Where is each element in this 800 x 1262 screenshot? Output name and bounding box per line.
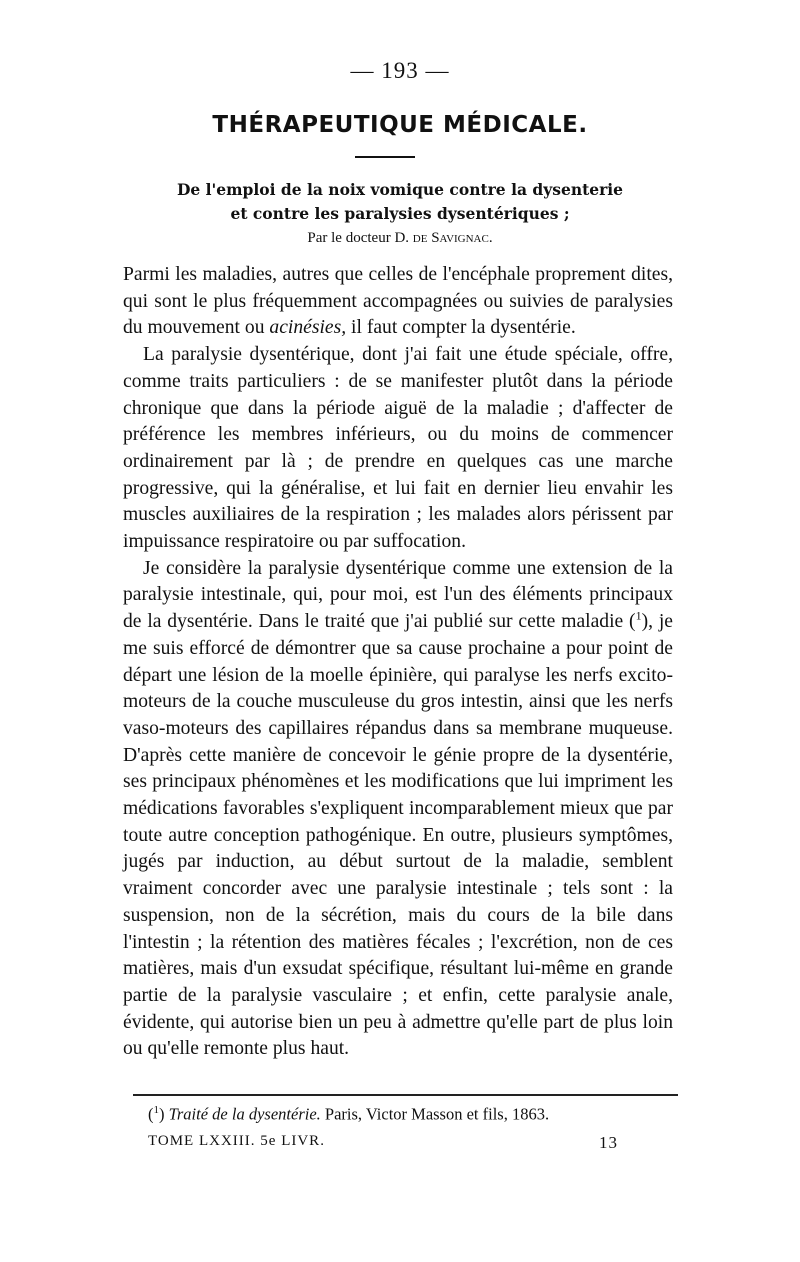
paragraph-3-start: Je considère la paralysie dysentérique comme une extension de la paralysie intestinale, qui, pour moi, est l'un des éléments principaux de la dysentérie. Dans le traité que j'ai publié sur cette maladie ( — [123, 557, 673, 633]
paragraph-2: La paralysie dysentérique, dont j'ai fait une étude spéciale, offre, comme traits particuliers : de se manifester plutôt dans la période chronique que dans la période aiguë de la maladie ; d'affecter de préférence les membres inférieurs, ou du moins de commencer ordinairement par là ; de prendre en quelques cas une marche progressive, qui la généralise, et lui fait en dernier lieu envahir les muscles auxiliaires de la respiration ; les malades alors périssent par impuissance respiratoire ou par suffocation. — [123, 344, 673, 553]
footnote-reference: 1 — [635, 608, 642, 623]
paragraph-1-end: il faut compter la dysentérie. — [351, 317, 576, 339]
footnote-title: Traité de la dysentérie. — [168, 1104, 321, 1124]
footnote-divider — [133, 1094, 678, 1096]
signature-text: TOME LXXIII. 5e LIVR. — [148, 1133, 325, 1149]
section-heading: THÉRAPEUTIQUE MÉDICALE. — [212, 112, 588, 138]
signature-mark: 13 — [599, 1133, 618, 1152]
printer-signature — [148, 1133, 618, 1153]
footnote-marker: 1 — [153, 1104, 159, 1116]
paragraph-1 — [123, 262, 673, 342]
paragraph-1-text: Parmi les maladies, autres que celles de l'encéphale proprement dites, qui sont le plus fréquemment accompagnées ou suivies de paralysies du mouvement ou — [123, 264, 673, 339]
article-body — [123, 262, 673, 1063]
footnote: ($^1$) Traité de la dysentérie. Paris, Victor Masson et fils, 1863. — [148, 1104, 550, 1124]
byline-prefix: Par le docteur D. — [307, 230, 410, 246]
paragraph-3-end: ), je me suis efforcé de démontrer que sa cause prochaine a pour point de départ une lésion de la moelle épinière, qui paralyse les nerfs excito-moteurs de la couche musculeuse du gros intestin, ainsi que les nerfs vaso-moteurs des capillaires répandus dans sa membrane muqueuse. D'après cette manière de concevoir le génie propre de la dysentérie, ses principaux phénomènes et les modifications que lui impriment les médications favorables s'expliquent incomparablement mieux que par toute autre conception pathogénique. En outre, plusieurs symptômes, jugés par induction, au début surtout de la maladie, semblent vraiment concorder avec une paralysie intestinale ; tels sont : la suspension, non de la sécrétion, mais du cours de la bile dans l'intestin ; la rétention des matières fécales ; l'excrétion, non de ces matières, mais d'un exsudat spécifique, résultant lui-même en grande partie de la paralysie vasculaire ; et enfin, cette paralysie anale, évidente, qui autorise bien un peu à admettre qu'elle part de plus loin ou qu'elle remonte plus haut. — [123, 611, 673, 1060]
byline — [0, 230, 800, 247]
footnote-text: Paris, Victor Masson et fils, 1863. — [324, 1104, 550, 1124]
byline-author: de Savignac. — [412, 230, 493, 246]
paragraph-1-emphasis: acinésies, — [269, 317, 347, 339]
paragraph-3 — [123, 556, 673, 1063]
article-title-line-2: et contre les paralysies dysentériques ; — [230, 204, 570, 223]
title-divider — [355, 156, 415, 158]
article-title-line-1: De l'emploi de la noix vomique contre la dysenterie — [176, 180, 624, 199]
article-title — [0, 178, 800, 226]
page-number: — 193 — — [350, 58, 450, 83]
